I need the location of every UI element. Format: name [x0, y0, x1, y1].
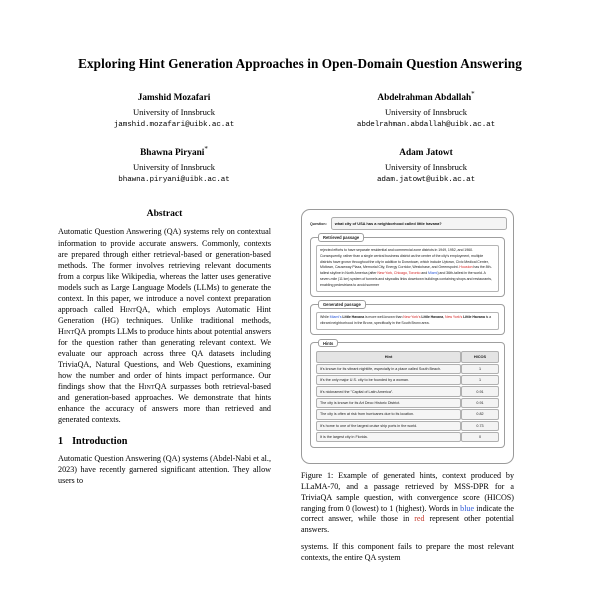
question-text: what city of USA has a neighborhood called little havana?	[331, 217, 507, 229]
figure-caption-red-word: red	[414, 514, 425, 524]
author-list	[0, 89, 600, 199]
generated-passage-text: While Miami's Little Havana is more well-known than New York's Little Havana, New York's Little Havana is a vibrant neighborhood in the Bronx, specifically in the South Bronx area.	[316, 312, 499, 330]
hints-panel	[310, 342, 505, 448]
question-label: Question:	[310, 221, 327, 226]
hicos-score: 0.91	[461, 398, 499, 408]
author-affiliation: University of Innsbruck	[132, 162, 216, 172]
author-entry	[300, 89, 552, 131]
section-title: Introduction	[72, 436, 128, 448]
title-block	[0, 0, 600, 72]
author-affiliation: University of Innsbruck	[384, 106, 468, 117]
hint-text: It's nicknamed the "Capital of Latin America".	[316, 386, 461, 396]
hints-table-body	[316, 364, 499, 443]
figure-caption	[301, 471, 514, 536]
generated-passage-panel	[310, 304, 505, 335]
figure-card	[301, 209, 514, 464]
abstract-body: Automatic Question Answering (QA) systems rely on contextual information to provide accurate answers. Commonly, contexts are prepared through either retrieval-based or generation-based methods. The former involves retrieving relevant documents from a corpus like Wikipedia, whereas the latter uses generative models such as Large Language Models (LLMs) to generate the context. In this paper, we introduce a novel context preparation approach called HintQA, which employs Automatic Hint Generation (HG) techniques. Unlike traditional methods, HintQA prompts LLMs to produce hints about potential answers for the question rather than generating relevant context. We evaluate our approach across three QA datasets including TriviaQA, Natural Questions, and Web Questions, examining how the number and order of hints impact performance. Our findings show that the HintQA surpasses both retrieval-based and generation-based approaches. We demonstrate that hints enhance the accuracy of answers more than retrieved and generated contexts.	[58, 227, 271, 425]
author-name: Adam Jatowt	[399, 148, 453, 159]
left-column	[58, 208, 271, 566]
question-row	[308, 217, 507, 229]
author-footnote-marker: *	[471, 90, 475, 99]
table-row	[316, 364, 499, 374]
author-footnote-marker: *	[204, 145, 208, 154]
table-row	[316, 375, 499, 385]
hint-text: It's the only major U.S. city to be founded by a woman.	[316, 375, 461, 385]
author-email[interactable]: abdelrahman.abdallah@uibk.ac.at	[356, 121, 496, 130]
author-affiliation: University of Innsbruck	[384, 162, 468, 172]
page-title: Exploring Hint Generation Approaches in Open-Domain Question Answering	[78, 56, 522, 71]
table-row	[316, 409, 499, 419]
table-row	[316, 432, 499, 442]
section-number: 1	[58, 436, 64, 448]
hicos-score: 0.91	[461, 386, 499, 396]
column-header-hint: Hint	[316, 351, 461, 362]
figure-1	[301, 209, 514, 562]
figure-caption-blue-word: blue	[460, 503, 475, 513]
retrieved-passage-text: rejected efforts to have separate residential and commercial zone districts in 1949, 1952, and 1960. Consequently, rather than a single central business district as the center of the city's employment, multiple districts have grown throughout the city in addition to Downtown, which include Uptown, Civic Medical Center, Midtown, Causeway Plaza, Memorial City, Energy Corridor, Westchase, and Greenspoint. Houston has the 8th-tallest skyline in North America (after New York, Chicago, Toronto and Miami) and 36th-tallest in the world. A seven-mile (11 km) system of tunnels and skywalks links downtown buildings containing shops and restaurants, enabling pedestrians to avoid summer	[316, 245, 499, 292]
figure-caption-number: Figure 1:	[301, 471, 334, 481]
hints-table-header	[316, 351, 499, 362]
table-row	[316, 386, 499, 396]
hicos-score: 0.73	[461, 421, 499, 431]
author-name: Jamshid Mozafari	[137, 93, 211, 104]
right-column	[301, 208, 514, 566]
figure-caption-part2: indicate the correct answer, while those in	[301, 503, 515, 524]
author-email[interactable]: bhawna.piryani@uibk.ac.at	[118, 176, 230, 185]
hint-text: The city is often at risk from hurricanes due to its location.	[316, 409, 461, 419]
author-affiliation: University of Innsbruck	[132, 106, 216, 117]
author-entry	[48, 144, 300, 186]
hint-text: The city is known for its Art Deco Historic District.	[316, 398, 461, 408]
hintqa-acronym: HintQA	[58, 326, 87, 336]
generated-passage-title: Generated passage	[318, 300, 366, 309]
hicos-score: 1	[461, 375, 499, 385]
hicos-score: 0	[461, 432, 499, 442]
body-columns	[0, 199, 600, 566]
author-entry	[48, 89, 300, 131]
figure-caption-part1: Example of generated hints, context produced by LLaMA-70, and a passage retrieved by MSS-DPR for a TriviaQA sample question, with convergence score (HICOS) ranging from 0 (lowest) to 1 (highest). Words in	[301, 471, 514, 513]
table-row	[316, 421, 499, 431]
hint-text: It's home to one of the largest cruise ship ports in the world.	[316, 421, 461, 431]
introduction-heading	[58, 436, 271, 447]
hint-text: It's known for its vibrant nightlife, especially in a place called South Beach.	[316, 364, 461, 374]
abstract-heading: Abstract	[146, 208, 183, 220]
hints-title: Hints	[318, 339, 338, 348]
introduction-body: Automatic Question Answering (QA) systems (Abdel-Nabi et al., 2023) have recently garnered significant attention. They allow users to	[58, 454, 271, 486]
hintqa-acronym: HintQA	[138, 382, 167, 392]
table-header-row	[316, 351, 499, 362]
retrieved-passage-panel	[310, 234, 505, 297]
hints-table	[316, 350, 499, 443]
retrieved-passage-title: Retrieved passage	[318, 233, 364, 242]
table-row	[316, 398, 499, 408]
author-name: Bhawna Piryani*	[140, 145, 208, 159]
author-name: Abdelrahman Abdallah*	[377, 90, 475, 104]
hintqa-acronym: HintQA	[119, 304, 149, 314]
column-header-hicos: HICOS	[461, 351, 499, 362]
hicos-score: 1	[461, 364, 499, 374]
author-entry	[300, 144, 552, 186]
figure-caption-part3: represent other potential answers.	[301, 514, 514, 534]
hint-text: It is the largest city in Florida.	[316, 432, 461, 442]
author-email[interactable]: adam.jatowt@uibk.ac.at	[376, 176, 476, 185]
hicos-score: 0.82	[461, 409, 499, 419]
right-column-body: systems. If this component fails to prepare the most relevant contexts, the entire QA system	[301, 541, 514, 562]
author-email[interactable]: jamshid.mozafari@uibk.ac.at	[113, 121, 235, 130]
